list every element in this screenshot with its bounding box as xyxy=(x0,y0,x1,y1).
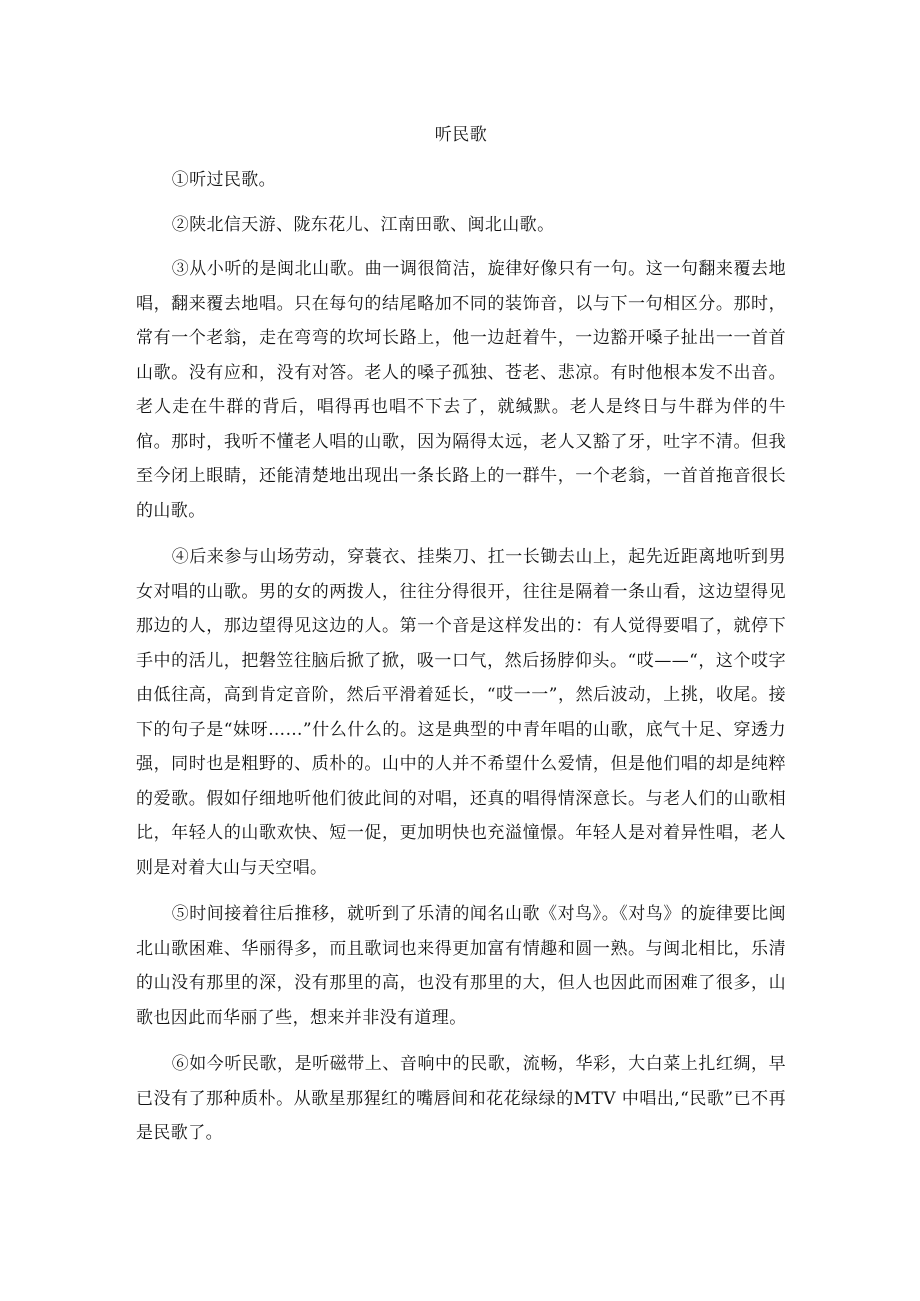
document-title: 听民歌 xyxy=(434,125,488,145)
paragraph-4: ④后来参与山场劳动，穿蓑衣、挂柴刀、扛一长锄去山上，起先近距离地听到男女对唱的山歌。男的女的两拨人，往往分得很开，往往是隔着一条山看，这边望得见那边的人，那边望得见这边的人。第一个音是这样发出的：有人觉得要唱了，就停下手中的活儿，把磐笠往脑后掀了掀，吸一口气，然后扬脖仰头。“哎——“，这个哎字由低往高，高到肯定音阶，然后平滑着延长，“哎一一”，然后波动，上挑，收尾。接下的句子是“妹呀……”什么什么的。这是典型的中青年唱的山歌，底气十足、穿透力强，同时也是粗野的、质朴的。山中的人并不希望什么爱情，但是他们唱的却是纯粹的爱歌。假如仔细地听他们彼此间的对唱，还真的唱得情深意长。与老人们的山歌相比，年轻人的山歌欢快、短一促，更加明快也充溢憧憬。年轻人是对着异性唱，老人则是对着大山与天空唱。 xyxy=(136,547,786,878)
paragraph-2: ②陕北信天游、陇东花儿、江南田歌、闽北山歌。 xyxy=(171,214,555,235)
paragraph-1: ①听过民歌。 xyxy=(171,170,277,190)
paragraph-3: ③从小听的是闽北山歌。曲一调很简洁，旋律好像只有一句。这一句翻来覆去地唱，翻来覆去地唱。只在每句的结尾略加不同的装饰音，以与下一句相区分。那时，常有一个老翁，走在弯弯的坎坷长路上，他一边赶着牛，一边豁开嗓子扯出一一首首山歌。没有应和，没有对答。老人的嗓子孤独、苍老、悲凉。有时他根本发不出音。老人走在牛群的背后，唱得再也唱不下去了，就缄默。老人是终日与牛群为伴的牛倌。那时，我听不懂老人唱的山歌，因为隔得太远，老人又豁了牙，吐字不清。但我至今闭上眼睛，还能清楚地出现出一条长路上的一群牛，一个老翁，一首首拖音很长的山歌。 xyxy=(136,259,786,521)
document-page xyxy=(136,120,786,1163)
paragraph-6: ⑥如今听民歌，是听磁带上、音响中的民歌，流畅，华彩，大白菜上扎红绸，早已没有了那种质朴。从歌星那猩红的嘴唇间和花花绿绿的MTV 中唱出,“民歌”已不再是民歌了。 xyxy=(136,1054,786,1143)
paragraph-5: ⑤时间接着往后推移，就听到了乐清的闻名山歌《对鸟》。《对鸟》的旋律要比闽北山歌困难、华丽得多，而且歌词也来得更加富有情趣和圆一熟。与闽北相比，乐清的山没有那里的深，没有那里的高，也没有那里的大，但人也因此而困难了很多，山歌也因此而华丽了些，想来并非没有道理。 xyxy=(136,904,786,1028)
